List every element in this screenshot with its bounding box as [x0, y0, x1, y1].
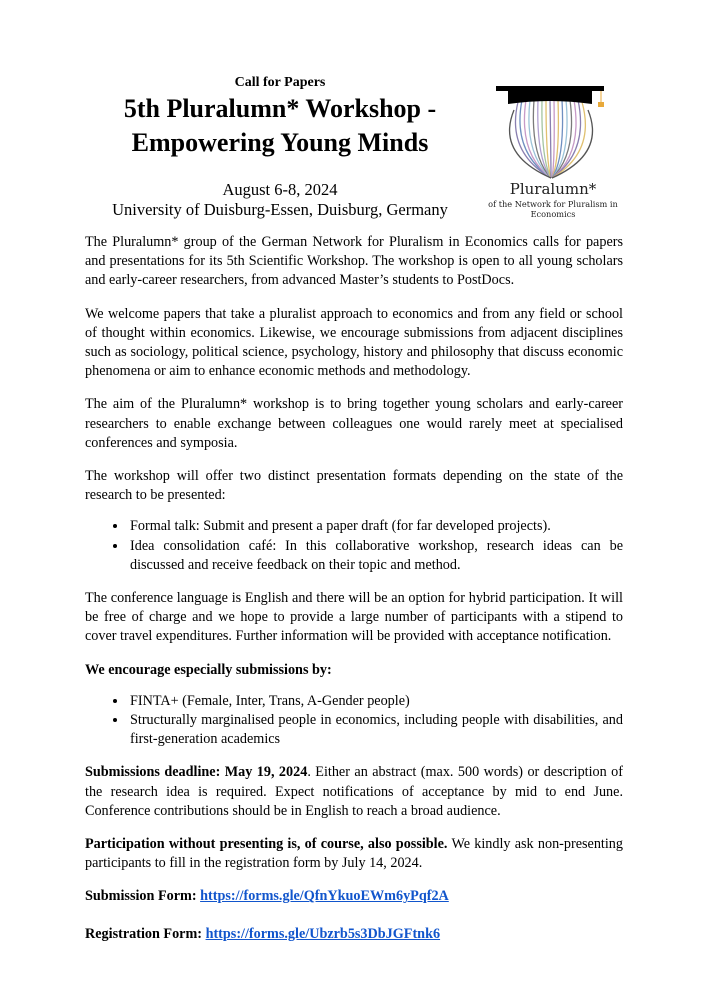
encourage-list [85, 692, 623, 750]
encourage-heading [85, 661, 623, 680]
scope-paragraph: We welcome papers that take a pluralist approach to economics and from any field or school of thought within economics. Likewise, we encourage submissions from adjacent disciplines such as sociology, political science, psychology, history and philosophy that discuss economic phenomena or aim to enhance economic methods and methodology. [85, 305, 623, 380]
header-block [80, 74, 480, 220]
formats-list [85, 517, 623, 575]
list-item: • Structurally marginalised people in economics, including people with disabilities, and first-generation academics [128, 711, 623, 749]
pluralumn-logo [478, 82, 628, 232]
submission-colon: : [191, 888, 201, 905]
call-for-papers-label: Call for Papers [234, 75, 326, 90]
list-item: • Idea consolidation café: In this collaborative workshop, research ideas can be discussed and receive feedback on their topic and method. [128, 537, 623, 575]
deadline-bold: Submissions deadline: May 19, 2024 [85, 764, 308, 781]
registration-form-line [85, 925, 623, 944]
submission-form-line [85, 887, 623, 906]
deadline-paragraph [85, 763, 623, 821]
logo-subtitle [478, 199, 628, 219]
title-line-2: Empowering Young Minds [131, 128, 429, 157]
encourage-heading-text: We encourage especially submissions by: [85, 661, 332, 678]
intro-paragraph: The Pluralumn* group of the German Network for Pluralism in Economics calls for papers and presentations for its 5th Scientific Workshop. The workshop is open to all young scholars and early-career researchers, from advanced Master’s students to PostDocs. [85, 234, 623, 289]
list-item: • Formal talk: Submit and present a paper draft (for far developed projects). [128, 517, 623, 536]
title-line-1: 5th Pluralumn* Workshop - [123, 94, 437, 123]
language-paragraph: The conference language is English and there will be an option for hybrid participation. It will be free of charge and we hope to provide a large number of participants with a stipend to cover travel expenditures. Further information will be provided with acceptance notification. [85, 590, 623, 645]
deadline-text: . Either an abstract (max. 500 words) or description of the research idea is required. Expect notifications of acceptance by mid to end June. Conference contributions should be in English to reach a broad audience. [85, 764, 623, 819]
participation-bold: Participation without presenting is, of course, also possible. [85, 836, 448, 853]
logo-subtitle-line-1: of the Network for Pluralism in [488, 199, 618, 209]
participation-paragraph [85, 835, 623, 873]
formats-intro-paragraph: The workshop will offer two distinct presentation formats depending on the state of the research to be presented: [85, 468, 623, 504]
participation-text: We kindly ask non-presenting participants to fill in the registration form by July 14, 2024. [85, 836, 623, 872]
registration-form-link[interactable]: https://forms.gle/Ubzrb5s3DbJGFtnk6 [205, 925, 441, 942]
aim-paragraph: The aim of the Pluralumn* workshop is to bring together young scholars and early-career researchers to enable exchange between colleagues one would rarely meet at specialised conferences and symposia. [85, 396, 623, 451]
event-venue: University of Duisburg-Essen, Duisburg, Germany [112, 200, 448, 219]
submission-form-link[interactable]: https://forms.gle/QfnYkuoEWm6yPqf2A [200, 888, 449, 905]
graduation-cap-icon [478, 82, 628, 182]
logo-subtitle-line-2: Economics [530, 209, 576, 219]
document-body [85, 233, 623, 962]
event-date: August 6-8, 2024 [222, 180, 338, 199]
registration-form-label: Registration Form: [85, 925, 206, 942]
list-item: • FINTA+ (Female, Inter, Trans, A-Gender people) [128, 692, 623, 711]
logo-name: Pluralumn* [509, 180, 597, 198]
submission-form-label: Submission Form [85, 888, 192, 905]
page-title [80, 92, 480, 160]
